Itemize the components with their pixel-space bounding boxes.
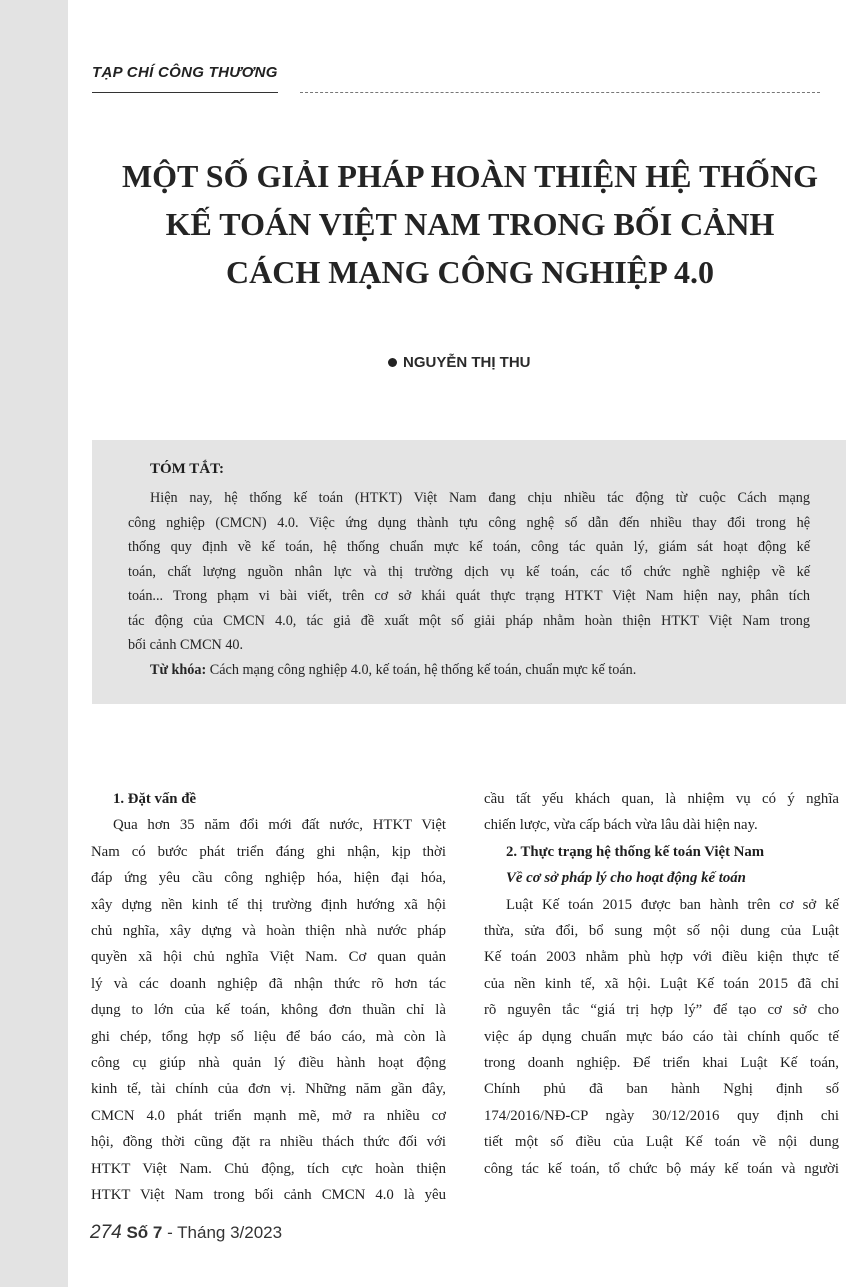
body-line: hội, đồng thời cũng đặt ra nhiều thách thức đối với <box>91 1134 446 1151</box>
body-line: Chính phủ đã ban hành Nghị định số <box>484 1081 839 1098</box>
keywords-text: Cách mạng công nghiệp 4.0, kế toán, hệ thống kế toán, chuẩn mực kế toán. <box>206 661 637 678</box>
article-title <box>80 152 860 296</box>
page-number: 274 <box>90 1222 122 1243</box>
bullet-icon <box>388 358 397 367</box>
abstract-line: bối cảnh CMCN 40. <box>128 637 244 653</box>
body-column-left <box>91 786 446 1209</box>
body-line: HTKT Việt Nam trong bối cảnh CMCN 4.0 là yêu <box>91 1187 446 1204</box>
abstract-body <box>128 486 810 682</box>
abstract-line: Hiện nay, hệ thống kế toán (HTKT) Việt Nam đang chịu nhiều tác động từ cuộc Cách mạng <box>150 490 810 506</box>
issue-date: - Tháng 3/2023 <box>162 1223 283 1242</box>
issue-number: Số 7 <box>126 1223 163 1242</box>
abstract-line: thống quy định về kế toán, hệ thống chuẩn mực kế toán, công tác quản lý, giám sát hoạt động kế <box>128 539 810 555</box>
section-heading: 2. Thực trạng hệ thống kế toán Việt Nam <box>506 843 765 860</box>
section-heading: 1. Đặt vấn đề <box>113 791 197 807</box>
body-line: xây dựng nền kinh tế thị trường định hướng xã hội <box>91 896 446 913</box>
body-line: CMCN 4.0 phát triển mạnh mẽ, mở ra nhiều cơ <box>91 1107 446 1124</box>
page-footer <box>90 1222 282 1244</box>
body-line: trong doanh nghiệp. Để triển khai Luật Kế toán, <box>484 1055 839 1072</box>
body-line: kinh tế, tài chính của đơn vị. Những năm gần đây, <box>91 1081 446 1098</box>
body-line: đáp ứng yêu cầu công nghiệp hóa, hiện đại hóa, <box>91 870 446 887</box>
title-line: MỘT SỐ GIẢI PHÁP HOÀN THIỆN HỆ THỐNG <box>121 158 819 194</box>
keywords-label: Từ khóa: <box>150 661 207 678</box>
body-line: dụng to lớn của kế toán, không đơn thuần chỉ là <box>91 1002 446 1019</box>
body-line: tiết một số điều của Luật Kế toán về nội dung <box>484 1134 839 1151</box>
author-byline <box>388 354 531 371</box>
journal-running-head: TẠP CHÍ CÔNG THƯƠNG <box>92 64 278 81</box>
abstract-line: toán... Trong phạm vi bài viết, trên cơ sở khái quát thực trạng HTKT Việt Nam hiện nay, phân tích <box>128 588 810 604</box>
body-line: Nam có bước phát triển đáng ghi nhận, kịp thời <box>91 843 446 860</box>
abstract-keywords <box>128 658 810 683</box>
body-line: công tác kế toán, tổ chức bộ máy kế toán và người <box>484 1160 839 1177</box>
body-line: rõ nguyên tắc “giá trị hợp lý” để tạo cơ sở cho <box>484 1002 839 1019</box>
body-column-right <box>484 786 839 1182</box>
body-line: Kế toán 2003 nhằm phù hợp với điều kiện thực tế <box>484 949 839 966</box>
body-line: 174/2016/NĐ-CP ngày 30/12/2016 quy định chi <box>484 1107 839 1124</box>
body-line: HTKT Việt Nam. Chủ động, tích cực hoàn thiện <box>91 1160 446 1177</box>
body-line: ghi chép, tổng hợp số liệu để báo cáo, mà còn là <box>91 1028 446 1045</box>
header-rule <box>92 92 278 93</box>
abstract-line: tác động của CMCN 4.0, tác giả đề xuất một số giải pháp nhằm hoàn thiện HTKT Việt Nam trong <box>128 612 810 629</box>
body-line: của nền kinh tế, xã hội. Luật Kế toán 2015 đã chỉ <box>484 975 839 992</box>
abstract-line: toán, chất lượng nguồn nhân lực và thị trường dịch vụ kế toán, các tổ chức nghề nghiệp về kế <box>128 563 810 580</box>
title-line: CÁCH MẠNG CÔNG NGHIỆP 4.0 <box>226 254 714 290</box>
page-margin-strip <box>0 0 68 1287</box>
body-line: chủ nghĩa, xây dựng và hoàn thiện nhà nước pháp <box>91 923 446 940</box>
body-line: việc áp dụng chuẩn mực báo cáo tài chính quốc tế <box>484 1028 839 1045</box>
body-line: lý và các doanh nghiệp đã nhận thức rõ hơn tác <box>91 975 446 992</box>
body-line: quyền xã hội chủ nghĩa Việt Nam. Cơ quan quản <box>91 949 446 966</box>
body-line: Qua hơn 35 năm đổi mới đất nước, HTKT Việt <box>113 817 446 834</box>
body-line: công cụ giúp nhà quản lý điều hành hoạt động <box>91 1055 446 1072</box>
body-line: Luật Kế toán 2015 được ban hành trên cơ sở kế <box>506 896 839 913</box>
author-name: NGUYỄN THỊ THU <box>403 354 531 371</box>
abstract-heading: TÓM TẮT: <box>150 461 225 477</box>
header-dashed-rule <box>300 92 820 93</box>
body-line: chiến lược, vừa cấp bách vừa lâu dài hiện nay. <box>484 817 758 834</box>
abstract-line: công nghiệp (CMCN) 4.0. Việc ứng dụng thành tựu công nghệ số dẫn đến nhiều thay đổi trong hệ <box>128 514 810 531</box>
body-line: thừa, sửa đổi, bổ sung một số nội dung của Luật <box>484 923 839 940</box>
title-line: KẾ TOÁN VIỆT NAM TRONG BỐI CẢNH <box>165 206 775 242</box>
body-line: cầu tất yếu khách quan, là nhiệm vụ có ý nghĩa <box>484 791 839 807</box>
subsection-heading: Về cơ sở pháp lý cho hoạt động kế toán <box>506 870 746 887</box>
